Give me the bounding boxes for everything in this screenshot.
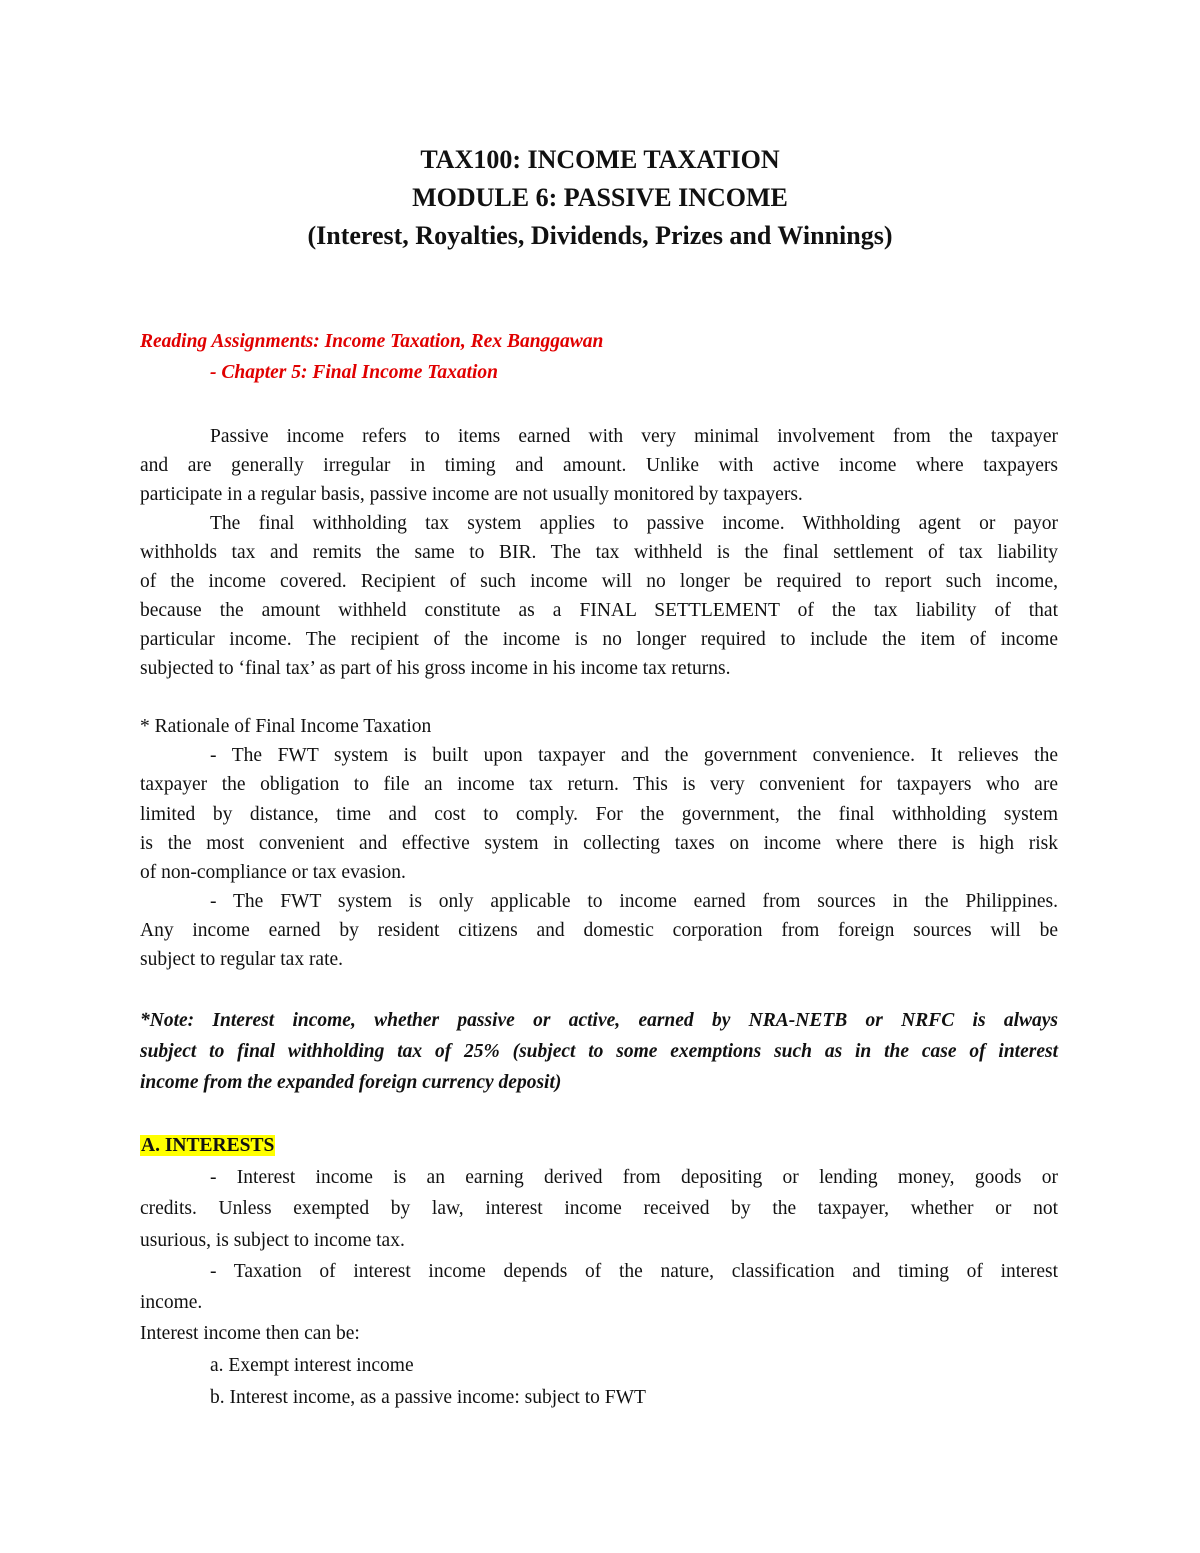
title-line: TAX100: INCOME TAXATION	[420, 145, 780, 174]
note-line: *Note: Interest income, whether passive or active, earned by NRA-NETB or NRFC is always	[140, 1010, 1058, 1031]
paragraph-final-withholding-line: because the amount withheld constitute as a FINAL SETTLEMENT of the tax liability of that	[140, 600, 1058, 621]
paragraph-final-withholding-line: subjected to ‘final tax’ as part of his gross income in his income tax returns.	[140, 658, 731, 679]
paragraph-final-withholding-line: The final withholding tax system applies to passive income. Withholding agent or payor	[210, 513, 1058, 534]
highlighted-heading: A. INTERESTS	[141, 1135, 275, 1156]
rationale-point-line: Any income earned by resident citizens and domestic corporation from foreign sources will be	[140, 920, 1058, 941]
interest-definition-line: credits. Unless exempted by law, interest income received by the taxpayer, whether or not	[140, 1198, 1058, 1219]
paragraph-passive-income-line: and are generally irregular in timing and amount. Unlike with active income where taxpayers	[140, 455, 1058, 476]
title-line: MODULE 6: PASSIVE INCOME	[412, 183, 788, 212]
interest-definition-line: - Interest income is an earning derived from depositing or lending money, goods or	[210, 1167, 1058, 1188]
note-line: income from the expanded foreign currency deposit)	[140, 1072, 562, 1093]
reading-chapter: - Chapter 5: Final Income Taxation	[210, 362, 499, 383]
rationale-point-line: of non-compliance or tax evasion.	[140, 862, 406, 883]
rationale-point-line: - The FWT system is built upon taxpayer and the government convenience. It relieves the	[210, 745, 1058, 766]
section-heading-interests	[140, 1133, 1058, 1159]
title-line: (Interest, Royalties, Dividends, Prizes and Winnings)	[307, 221, 893, 250]
interest-taxation-line: - Taxation of interest income depends of the nature, classification and timing of interest	[210, 1261, 1058, 1282]
rationale-point-line: subject to regular tax rate.	[140, 949, 344, 970]
interest-types-intro: Interest income then can be:	[140, 1323, 360, 1344]
rationale-point-line: is the most convenient and effective system in collecting taxes on income where there is high risk	[140, 833, 1058, 854]
paragraph-final-withholding-line: particular income. The recipient of the income is no longer required to include the item of income	[140, 629, 1058, 650]
paragraph-passive-income-line: participate in a regular basis, passive income are not usually monitored by taxpayers.	[140, 484, 803, 505]
list-item: a. Exempt interest income	[210, 1355, 414, 1376]
rationale-point-line: limited by distance, time and cost to comply. For the government, the final withholding system	[140, 804, 1058, 825]
interest-definition-line: usurious, is subject to income tax.	[140, 1230, 405, 1251]
note-line: subject to final withholding tax of 25% (subject to some exemptions such as in the case of interest	[140, 1041, 1058, 1062]
reading-assignment: Reading Assignments: Income Taxation, Rex Banggawan	[140, 331, 604, 352]
paragraph-final-withholding-line: withholds tax and remits the same to BIR. The tax withheld is the final settlement of tax liability	[140, 542, 1058, 563]
rationale-point-line: taxpayer the obligation to file an income tax return. This is very convenient for taxpayers who are	[140, 774, 1058, 795]
paragraph-passive-income-line: Passive income refers to items earned with very minimal involvement from the taxpayer	[210, 426, 1058, 447]
rationale-heading: * Rationale of Final Income Taxation	[140, 716, 432, 737]
list-item: b. Interest income, as a passive income: subject to FWT	[210, 1387, 646, 1408]
paragraph-final-withholding-line: of the income covered. Recipient of such income will no longer be required to report such income,	[140, 571, 1058, 592]
rationale-point-line: - The FWT system is only applicable to income earned from sources in the Philippines.	[210, 891, 1058, 912]
interest-taxation-line: income.	[140, 1292, 203, 1313]
